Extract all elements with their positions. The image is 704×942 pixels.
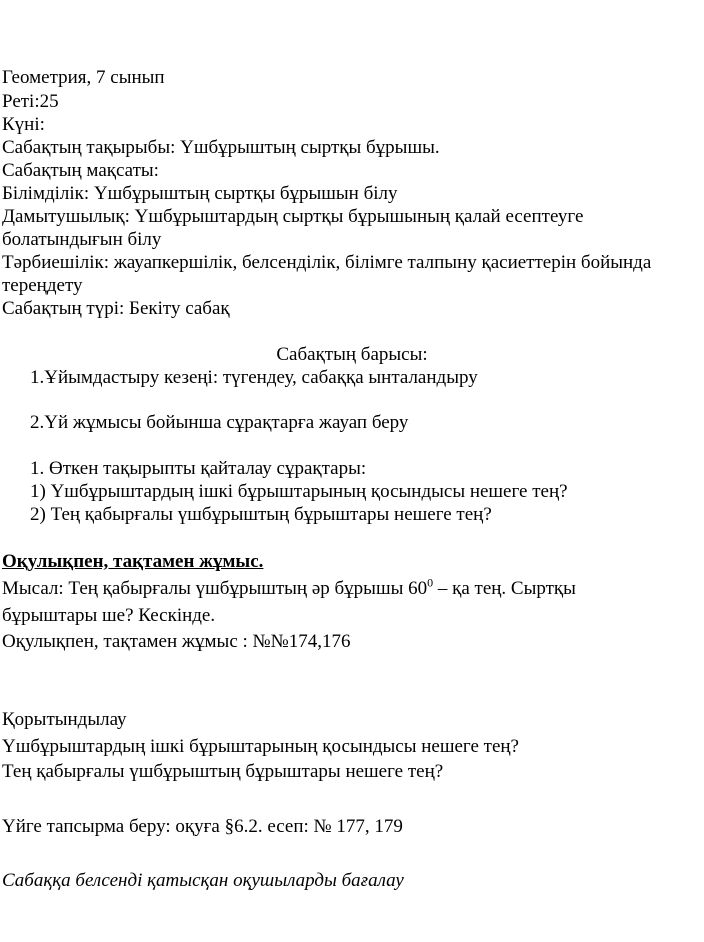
progress-step-1: 1.Ұйымдастыру кезеңі: түгендеу, сабаққа ынталандыру [30,367,478,388]
exercises-line: Оқулықпен, тақтамен жұмыс : №№174,176 [2,631,351,652]
homework-line: Үйге тапсырма беру: оқуға §6.2. есеп: № 177, 179 [2,816,403,837]
topic-line: Сабақтың тақырыбы: Үшбұрыштың сыртқы бұрышы. [2,137,440,158]
example-line-2: бұрыштары ше? Кескінде. [2,605,216,626]
conclusion-title: Қорытындылау [2,709,127,730]
textbook-work-title: Оқулықпен, тақтамен жұмыс. [2,551,264,572]
developmental-goal-line1: Дамытушылық: Үшбұрыштардың сыртқы бұрышының қалай есептеуге [2,206,584,227]
example-text-part2: – қа тең. Сыртқы [433,578,576,599]
upbringing-goal-line1: Тәрбиешілік: жауапкершілік, белсенділік, білімге талпыну қасиеттерін бойында [2,252,652,273]
conclusion-question-1: Үшбұрыштардың ішкі бұрыштарының қосындысы нешеге тең? [2,736,519,757]
conclusion-question-2: Тең қабырғалы үшбұрыштың бұрыштары нешеге тең? [2,761,444,782]
grading-line: Сабаққа белсенді қатысқан оқушыларды бағалау [2,870,404,891]
example-line-1 [2,577,576,600]
goals-title: Сабақтың мақсаты: [2,160,159,181]
lesson-number-line: Реті:25 [2,91,59,112]
upbringing-goal-line2: тереңдету [2,275,83,296]
lesson-type-line: Сабақтың түрі: Бекіту сабақ [2,298,230,319]
progress-step-2: 2.Үй жұмысы бойынша сұрақтарға жауап беру [30,412,409,433]
review-questions-title: 1. Өткен тақырыпты қайталау сұрақтары: [30,458,367,479]
date-line: Күні: [2,114,45,135]
developmental-goal-line2: болатындығын білу [2,229,162,250]
review-question-1: 1) Үшбұрыштардың ішкі бұрыштарының қосындысы нешеге тең? [30,481,568,502]
degree-superscript: 0 [427,575,434,590]
lesson-progress-title: Сабақтың барысы: [276,344,428,365]
subject-line: Геометрия, 7 сынып [2,67,165,88]
example-text-part1: Мысал: Тең қабырғалы үшбұрыштың әр бұрышы 60 [2,578,428,599]
educational-goal: Білімділік: Үшбұрыштың сыртқы бұрышын білу [2,183,398,204]
review-question-2: 2) Тең қабырғалы үшбұрыштың бұрыштары нешеге тең? [30,504,492,525]
